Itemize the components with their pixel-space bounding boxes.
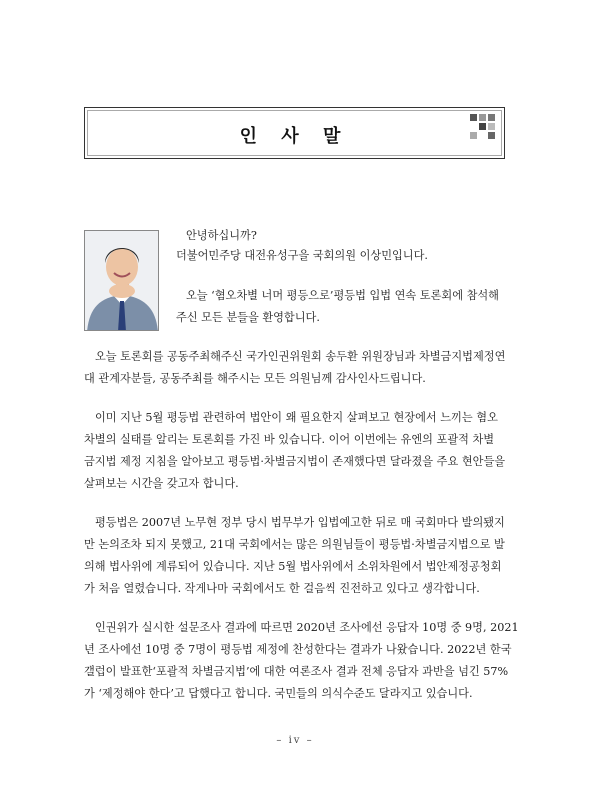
paragraph-line: 살펴보는 시간을 갖고자 합니다.: [84, 477, 239, 490]
paragraph-line: 차별의 실태를 알리는 토론회를 가진 바 있습니다. 이어 이번에는 유엔의 포괄적 차별: [84, 433, 495, 446]
title-box: [84, 107, 505, 159]
paragraph-line: 의해 법사위에 계류되어 있습니다. 지난 5월 법사위에서 소위차원에서 법안제정공청회: [84, 560, 502, 573]
paragraph-line: 갤럽이 발표한‘포괄적 차별금지법’에 대한 여론조사 결과 전체 응답자 과반을 넘긴 57%: [84, 665, 509, 678]
page-title: 인 사 말: [239, 126, 350, 147]
paragraph-line: 금지법 제정 지침을 알아보고 평등법·차별금지법이 존재했다면 달라졌을 주요 현안들을: [84, 455, 506, 468]
paragraph-line: 이미 지난 5월 평등법 관련하여 법안이 왜 필요한지 살펴보고 현장에서 느끼는 혐오: [95, 411, 498, 424]
dotted-grid-icon: [470, 114, 496, 144]
paragraph-line: 가 ‘제정해야 한다’고 답했다고 합니다. 국민들의 의식수준도 달라지고 있습니다.: [84, 687, 473, 700]
person-icon: [85, 231, 159, 331]
paragraph-line: 오늘 토론회를 공동주최해주신 국가인권위원회 송두환 위원장님과 차별금지법제정연: [95, 350, 506, 363]
page-number: – iv –: [276, 735, 314, 746]
paragraph-line: 만 논의조차 되지 못했고, 21대 국회에서는 많은 의원님들이 평등법·차별금지법으로 발: [84, 538, 505, 551]
greeting-line-2: 더불어민주당 대전유성구을 국회의원 이상민입니다.: [176, 249, 428, 262]
paragraph-line: 가 처음 열렸습니다. 작게나마 국회에서도 한 걸음씩 진전하고 있다고 생각합니다.: [84, 582, 480, 595]
greeting-line-1: 안녕하십니까?: [186, 229, 257, 242]
portrait-photo: [84, 230, 159, 331]
welcome-line-2: 주신 모든 분들을 환영합니다.: [176, 311, 320, 324]
paragraph-line: 인권위가 실시한 설문조사 결과에 따르면 2020년 조사에선 응답자 10명 중 9명, 2021: [95, 621, 519, 634]
paragraph-line: 대 관계자분들, 공동주최를 해주시는 모든 의원님께 감사인사드립니다.: [84, 372, 426, 385]
paragraph-line: 평등법은 2007년 노무현 정부 당시 법무부가 입법예고한 뒤로 매 국회마다 발의됐지: [95, 516, 505, 529]
paragraph-line: 년 조사에선 10명 중 7명이 평등법 제정에 찬성한다는 결과가 나왔습니다. 2022년 한국: [84, 643, 512, 656]
welcome-line-1: 오늘 ‘혐오차별 너머 평등으로’평등법 입법 연속 토론회에 참석해: [186, 289, 499, 302]
